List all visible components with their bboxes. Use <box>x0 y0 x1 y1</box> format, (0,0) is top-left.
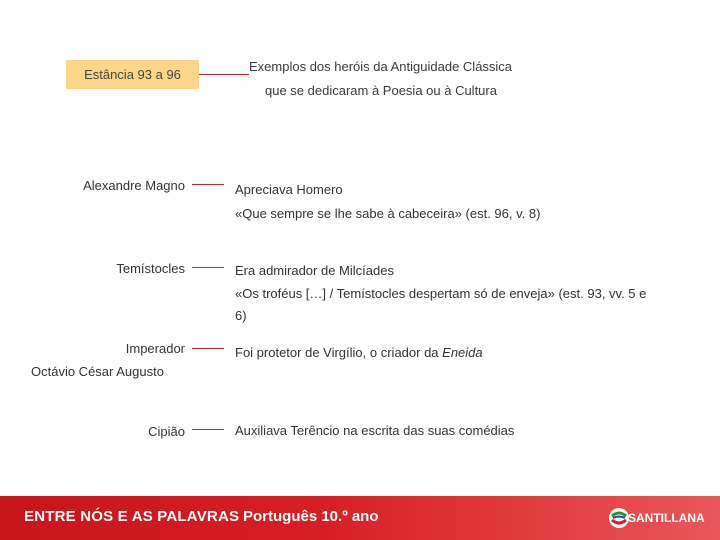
row-connector-line <box>192 184 224 185</box>
hero-name-imperador: Imperador <box>125 341 185 356</box>
stanza-tag: Estância 93 a 96 <box>66 60 199 89</box>
hero-name-octavio-cesar-augusto: Octávio César Augusto <box>31 364 164 379</box>
footer-subject: Português 10.º ano <box>243 508 379 525</box>
hero-description-text: Foi protetor de Virgílio, o criador da <box>235 345 443 360</box>
santillana-logo-text: SANTILLANA <box>628 511 705 525</box>
santillana-logo-icon <box>608 507 630 529</box>
footer-book-title: ENTRE NÓS E AS PALAVRAS <box>24 508 240 525</box>
header-title-line-2: que se dedicaram à Poesia ou à Cultura <box>265 83 497 98</box>
hero-description <box>235 345 483 360</box>
row-connector-line <box>192 429 224 430</box>
hero-quote: «Que sempre se lhe sabe à cabeceira» (est. 96, v. 8) <box>235 206 541 221</box>
hero-quote-continuation: 6) <box>235 308 247 323</box>
hero-description: Auxiliava Terêncio na escrita das suas comédias <box>235 423 515 438</box>
hero-description: Apreciava Homero <box>235 182 343 197</box>
row-connector-line <box>192 267 224 268</box>
hero-description: Era admirador de Milcíades <box>235 263 394 278</box>
hero-name-alexandre-magno: Alexandre Magno <box>83 178 185 193</box>
hero-name-cipiao: Cipião <box>148 424 185 439</box>
header-connector-line <box>199 74 249 75</box>
hero-quote: «Os troféus […] / Temístocles despertam só de enveja» (est. 93, vv. 5 e <box>235 286 647 301</box>
hero-name-temistocles: Temístocles <box>116 261 185 276</box>
work-title-eneida: Eneida <box>442 345 483 360</box>
row-connector-line <box>192 348 224 349</box>
header-title-line-1: Exemplos dos heróis da Antiguidade Clássica <box>249 59 513 74</box>
